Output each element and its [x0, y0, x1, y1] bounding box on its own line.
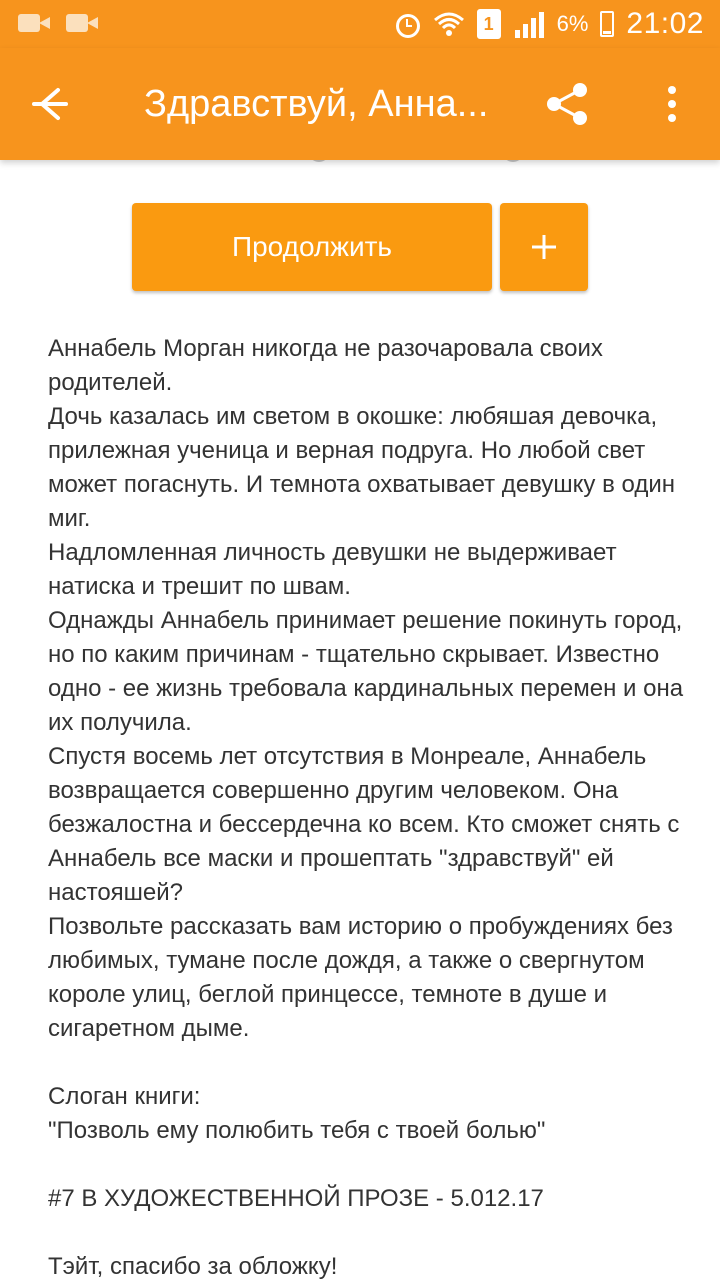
- alarm-icon: [393, 10, 421, 38]
- video-camera-icon: [18, 12, 52, 34]
- description-paragraph: Дочь казалась им светом в окошке: любяшая девочка, прилежная ученица и верная подруга. Но любой свет может погаснуть. И темнота охватывает девушку в один миг.: [48, 403, 675, 532]
- clock: 21:02: [626, 7, 704, 40]
- add-to-library-button[interactable]: [500, 203, 588, 291]
- description-paragraph: Аннабель Морган никогда не разочаровала своих родителей.: [48, 335, 603, 396]
- continue-reading-button[interactable]: [132, 203, 492, 291]
- description-paragraph: Надломленная личность девушки не выдерживает натиска и трешит по швам.: [48, 539, 617, 600]
- ranking-text: #7 В ХУДОЖЕСТВЕННОЙ ПРОЗЕ - 5.012.17: [48, 1185, 544, 1212]
- thanks-text: Тэйт, спасибо за обложку!: [48, 1253, 338, 1280]
- status-bar: [0, 0, 720, 48]
- slogan-text: "Позволь ему полюбить тебя с твоей болью": [48, 1117, 546, 1144]
- slogan-label: Слоган книги:: [48, 1083, 201, 1110]
- battery-icon: [600, 11, 614, 37]
- battery-percent: 6%: [556, 11, 589, 36]
- app-bar: [0, 48, 720, 160]
- page-title: Здравствуй, Анна...: [144, 83, 489, 125]
- sim-icon: 1: [477, 9, 501, 39]
- description-paragraph: Спустя восемь лет отсутствия в Монреале, Аннабель возвращается совершенно другим человеком. Она безжалостна и бессердечна ко всем. Кто сможет снять с Аннабель все маски и прошептать "здравствуй" ей настояшей?: [48, 743, 680, 906]
- share-icon[interactable]: [540, 76, 596, 132]
- continue-label: Продолжить: [231, 231, 393, 262]
- story-description: [48, 332, 688, 1284]
- video-camera-icon: [66, 12, 100, 34]
- signal-icon: [513, 10, 545, 38]
- description-paragraph: Однажды Аннабель принимает решение покинуть город, но по каким причинам - тщательно скрывает. Известно одно - ее жизнь требовала кардинальных перемен и она их получила.: [48, 607, 684, 736]
- wifi-icon: [433, 10, 465, 38]
- description-paragraph: Позвольте рассказать вам историю о пробуждениях без любимых, тумане после дождя, а также о свергнутом короле улиц, беглой принцессе, темноте в душе и сигаретном дыме.: [48, 913, 673, 1042]
- arrow-left-icon[interactable]: [22, 76, 78, 132]
- plus-icon: [500, 203, 588, 291]
- more-vert-icon[interactable]: [648, 76, 696, 132]
